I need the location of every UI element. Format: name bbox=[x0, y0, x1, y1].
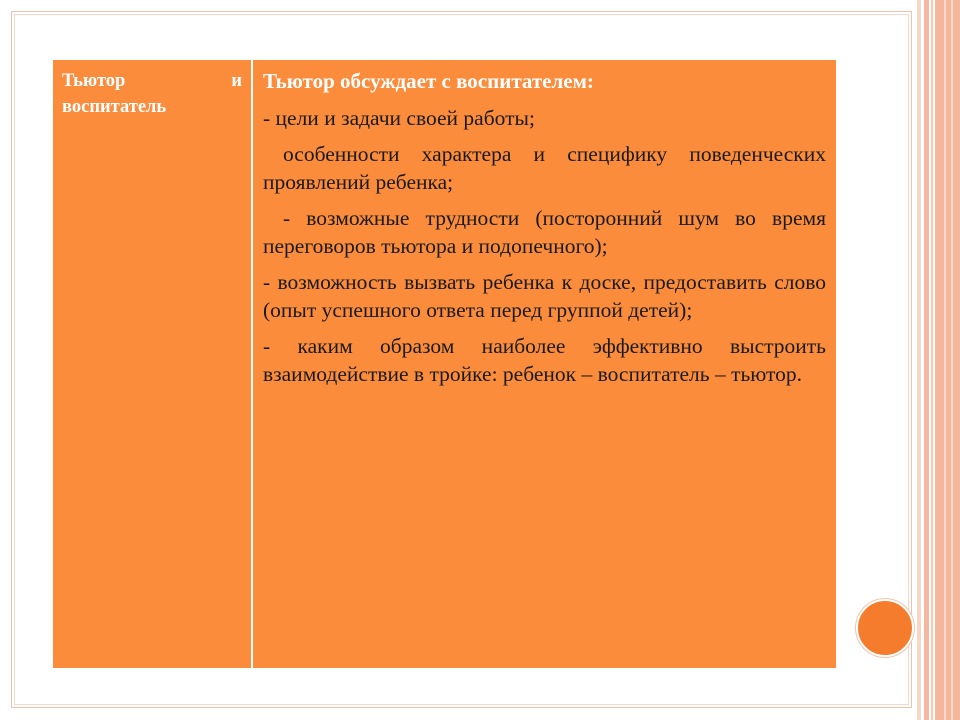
left-cell-title-line1: Тьютор и bbox=[62, 71, 242, 91]
list-item: - цели и задачи своей работы; bbox=[263, 106, 535, 130]
list-item: - возможные трудности (посторонний шум во время переговоров тьютора и подопечного); bbox=[263, 206, 826, 258]
content-table bbox=[52, 59, 837, 669]
table-cell-right bbox=[253, 60, 836, 668]
decor-stripe bbox=[931, 0, 933, 720]
list-item: - возможность вызвать ребенка к доске, предоставить слово (опыт успешного ответа перед группой детей); bbox=[263, 270, 826, 322]
decor-stripe bbox=[935, 0, 960, 720]
decor-circle bbox=[856, 599, 914, 657]
decor-stripe bbox=[951, 0, 953, 720]
decor-stripe bbox=[924, 0, 929, 720]
list-item: особенности характера и специфику поведенческих проявлений ребенка; bbox=[263, 142, 826, 194]
decor-stripe bbox=[944, 0, 946, 720]
table-cell-left bbox=[53, 60, 253, 668]
right-cell-title: Тьютор обсуждает с воспитателем: bbox=[263, 69, 594, 93]
list-item: - каким образом наиболее эффективно выстроить взаимодействие в тройке: ребенок – воспитатель – тьютор. bbox=[263, 334, 826, 386]
decor-stripe bbox=[917, 0, 921, 720]
left-cell-title-line2: воспитатель bbox=[62, 97, 167, 117]
